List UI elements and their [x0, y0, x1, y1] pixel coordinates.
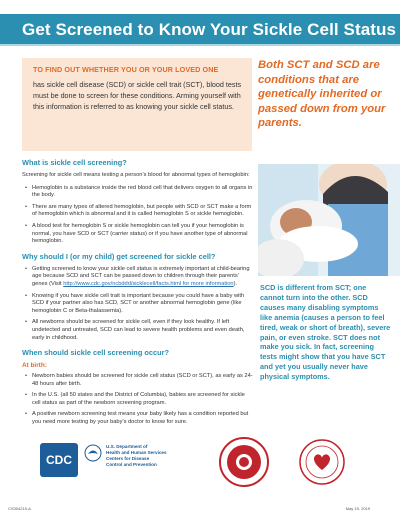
- section-heading-when: When should sickle cell screening occur?: [22, 348, 170, 358]
- list-item: • A blood test for hemoglobin S or sickle hemoglobin can tell you if your hemoglobin is normal, you have SCD or SCT (carrier status) or if you have another type of abnormal hemoglobin.: [22, 223, 254, 246]
- scd-coalition-seal-icon: [298, 438, 346, 486]
- header-banner: [0, 14, 400, 46]
- newborn-photo-illustration: [258, 164, 400, 276]
- section-heading-what: What is sickle cell screening?: [22, 158, 127, 167]
- intro-callout: [22, 58, 252, 151]
- document-code: CS304219-A: [8, 506, 31, 511]
- hhs-line: U.S. Department of: [106, 444, 148, 449]
- bullet-list-what: [22, 185, 254, 246]
- newborn-photo: [258, 164, 400, 276]
- subheading-at-birth: At birth:: [22, 362, 47, 370]
- hhs-line: Control and Prevention: [106, 462, 157, 467]
- list-item-text: Getting screened to know your sickle cell status is extremely important at child-bearing age because SCD and SCT can be passed down to children through their parents’ genes (Visit: [32, 265, 250, 287]
- footer-logos: [22, 436, 392, 502]
- section-heading-why: Why should I (or my child) get screened for sickle cell?: [22, 251, 216, 261]
- list-item: • Knowing if you have sickle cell trait is important because you could have a baby with SCD if your partner also has SCD, SCT or another abnormal hemoglobin gene (like hemoglobin C or Beta-thalassemia).: [22, 293, 254, 316]
- list-item: • In the U.S. (all 50 states and the District of Columbia), babies are screened for sickle cell status as part of the newborn screening program.: [22, 392, 254, 407]
- list-item: • Hemoglobin is a substance inside the red blood cell that delivers oxygen to all organs in the body.: [22, 185, 254, 200]
- bullet-list-why: [22, 266, 254, 342]
- ash-seal-icon: [218, 436, 270, 488]
- intro-heading: TO FIND OUT WHETHER YOU OR YOUR LOVED ONE: [33, 65, 219, 74]
- list-item: [22, 266, 254, 289]
- main-column: [22, 158, 254, 433]
- intro-body: has sickle cell disease (SCD) or sickle cell trait (SCT), blood tests must be done to screen for these conditions. Arming yourself with this information is referred to as knowing your sickle cell status.: [33, 80, 242, 112]
- facts-link[interactable]: http://www.cdc.gov/ncbddd/sicklecell/facts.html for more information: [63, 280, 234, 287]
- hhs-eagle-icon: [84, 444, 102, 462]
- side-callout: SCD is different from SCT; one cannot turn into the other. SCD causes many disabling symptoms like anemia (causes a person to feel tired, weak or short of breath), severe pain, or even stroke. SCT does not make you sick. In fact, screening tests might show that you have SCT and yet you usually never have physical symptoms.: [260, 283, 391, 382]
- cdc-logo: [40, 443, 78, 477]
- section-para-what: Screening for sickle cell means testing a person’s blood for abnormal types of hemoglobin:: [22, 172, 250, 178]
- cdc-logo-text: CDC: [46, 453, 72, 467]
- list-item-text-end: ).: [233, 280, 238, 287]
- page-title: Get Screened to Know Your Sickle Cell Status: [22, 20, 397, 39]
- list-item: • A positive newborn screening test means your baby likely has a condition reported but you need more testing by your baby’s doctor to know for sure.: [22, 411, 254, 426]
- list-item: • All newborns should be screened for sickle cell, even if they look healthy. If left undetected and untreated, SCD can lead to severe health problems and even death, early in childhood.: [22, 319, 254, 342]
- document-date: May 15, 2019: [345, 506, 370, 511]
- side-pull-quote: Both SCT and SCD are conditions that are genetically inherited or passed down from your parents.: [258, 59, 386, 130]
- hhs-line: Centers for Disease: [106, 456, 150, 461]
- bullet-list-when: [22, 373, 254, 427]
- list-item: • There are many types of altered hemoglobin, but people with SCD or SCT make a form of hemoglobin which is abnormal and it is called hemoglobin S or sickle hemoglobin.: [22, 204, 254, 219]
- list-item: • Newborn babies should be screened for sickle cell status (SCD or SCT), as early as 24-48 hours after birth.: [22, 373, 254, 388]
- hhs-text: [106, 444, 196, 468]
- hhs-line: Health and Human Services: [106, 450, 167, 455]
